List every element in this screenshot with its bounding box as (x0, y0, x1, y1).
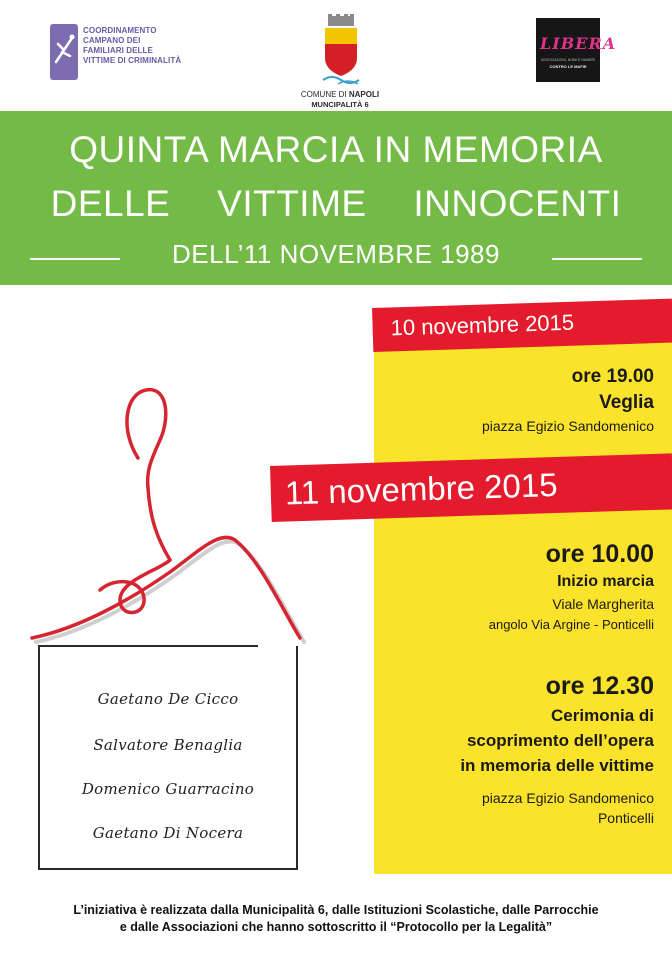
board-top-edge (38, 645, 258, 647)
day1-place: piazza Egizio Sandomenico (482, 418, 654, 434)
divider-right (552, 258, 642, 260)
date-day2: 11 novembre 2015 (284, 465, 559, 512)
libera-sub2: CONTRO LE MAFIE (549, 64, 587, 69)
day2-event2-title2: scoprimento dell’opera (466, 731, 654, 750)
day2-event2-time: ore 12.30 (545, 672, 654, 700)
logo-left-line: COORDINAMENTO (83, 26, 157, 35)
libera-brand: LIBERA (540, 34, 617, 53)
victims-board (38, 646, 298, 870)
logo-left-line: VITTIME DI CRIMINALITÀ (83, 56, 182, 65)
date-banner-day1 (372, 299, 672, 352)
day2-event1-time: ore 10.00 (545, 540, 654, 568)
victim-name: Salvatore Benaglia (93, 736, 243, 754)
date-day1: 10 novembre 2015 (390, 309, 575, 341)
victim-name: Domenico Guarracino (81, 780, 255, 798)
memorial-sculpture-illustration (20, 370, 320, 650)
comune-label: COMUNE DI (300, 90, 349, 99)
title-line-3: DELL’11 NOVEMBRE 1989 (172, 239, 500, 269)
victim-name: Gaetano De Cicco (97, 690, 239, 708)
day2-event1-place1: Viale Margherita (552, 596, 654, 612)
logo-left-line: FAMILIARI DELLE (83, 46, 153, 55)
comune-napoli-logo (290, 14, 390, 109)
divider-left (30, 258, 120, 260)
victim-name: Gaetano Di Nocera (92, 824, 244, 842)
municipalita-label: MUNCIPALITÀ 6 (311, 100, 369, 109)
footer-note (0, 902, 672, 936)
day2-event1-title: Inizio marcia (557, 573, 654, 590)
coordinamento-logo (50, 24, 200, 84)
day1-event: Veglia (599, 392, 654, 413)
footer-line-2: e dalle Associazioni che hanno sottoscritto il “Protocollo per la Legalità” (119, 920, 553, 934)
title-banner (0, 111, 672, 285)
day2-event2-title1: Cerimonia di (551, 706, 654, 725)
comune-city: NAPOLI (348, 90, 380, 99)
day2-event2-title3: in memoria delle vittime (460, 756, 654, 775)
coat-of-arms-icon (318, 14, 364, 90)
title-line-2: DELLE VITTIME INNOCENTI (50, 183, 622, 224)
star-figure-icon (50, 24, 78, 80)
day2-event1-place2: angolo Via Argine - Ponticelli (488, 617, 654, 632)
day1-time: ore 19.00 (571, 366, 654, 387)
libera-logo (536, 18, 617, 82)
day2-event2-place2: Ponticelli (597, 810, 654, 826)
title-line-1: QUINTA MARCIA IN MEMORIA (69, 129, 603, 170)
libera-sub1: ASSOCIAZIONI, NOMI E NUMERI (540, 58, 596, 62)
logo-left-line: CAMPANO DEI (83, 36, 141, 45)
day2-event2-place1: piazza Egizio Sandomenico (482, 790, 654, 806)
footer-line-1: L’iniziativa è realizzata dalla Municipalità 6, dalle Istituzioni Scolastiche, dalle Parrocchie (73, 903, 599, 917)
